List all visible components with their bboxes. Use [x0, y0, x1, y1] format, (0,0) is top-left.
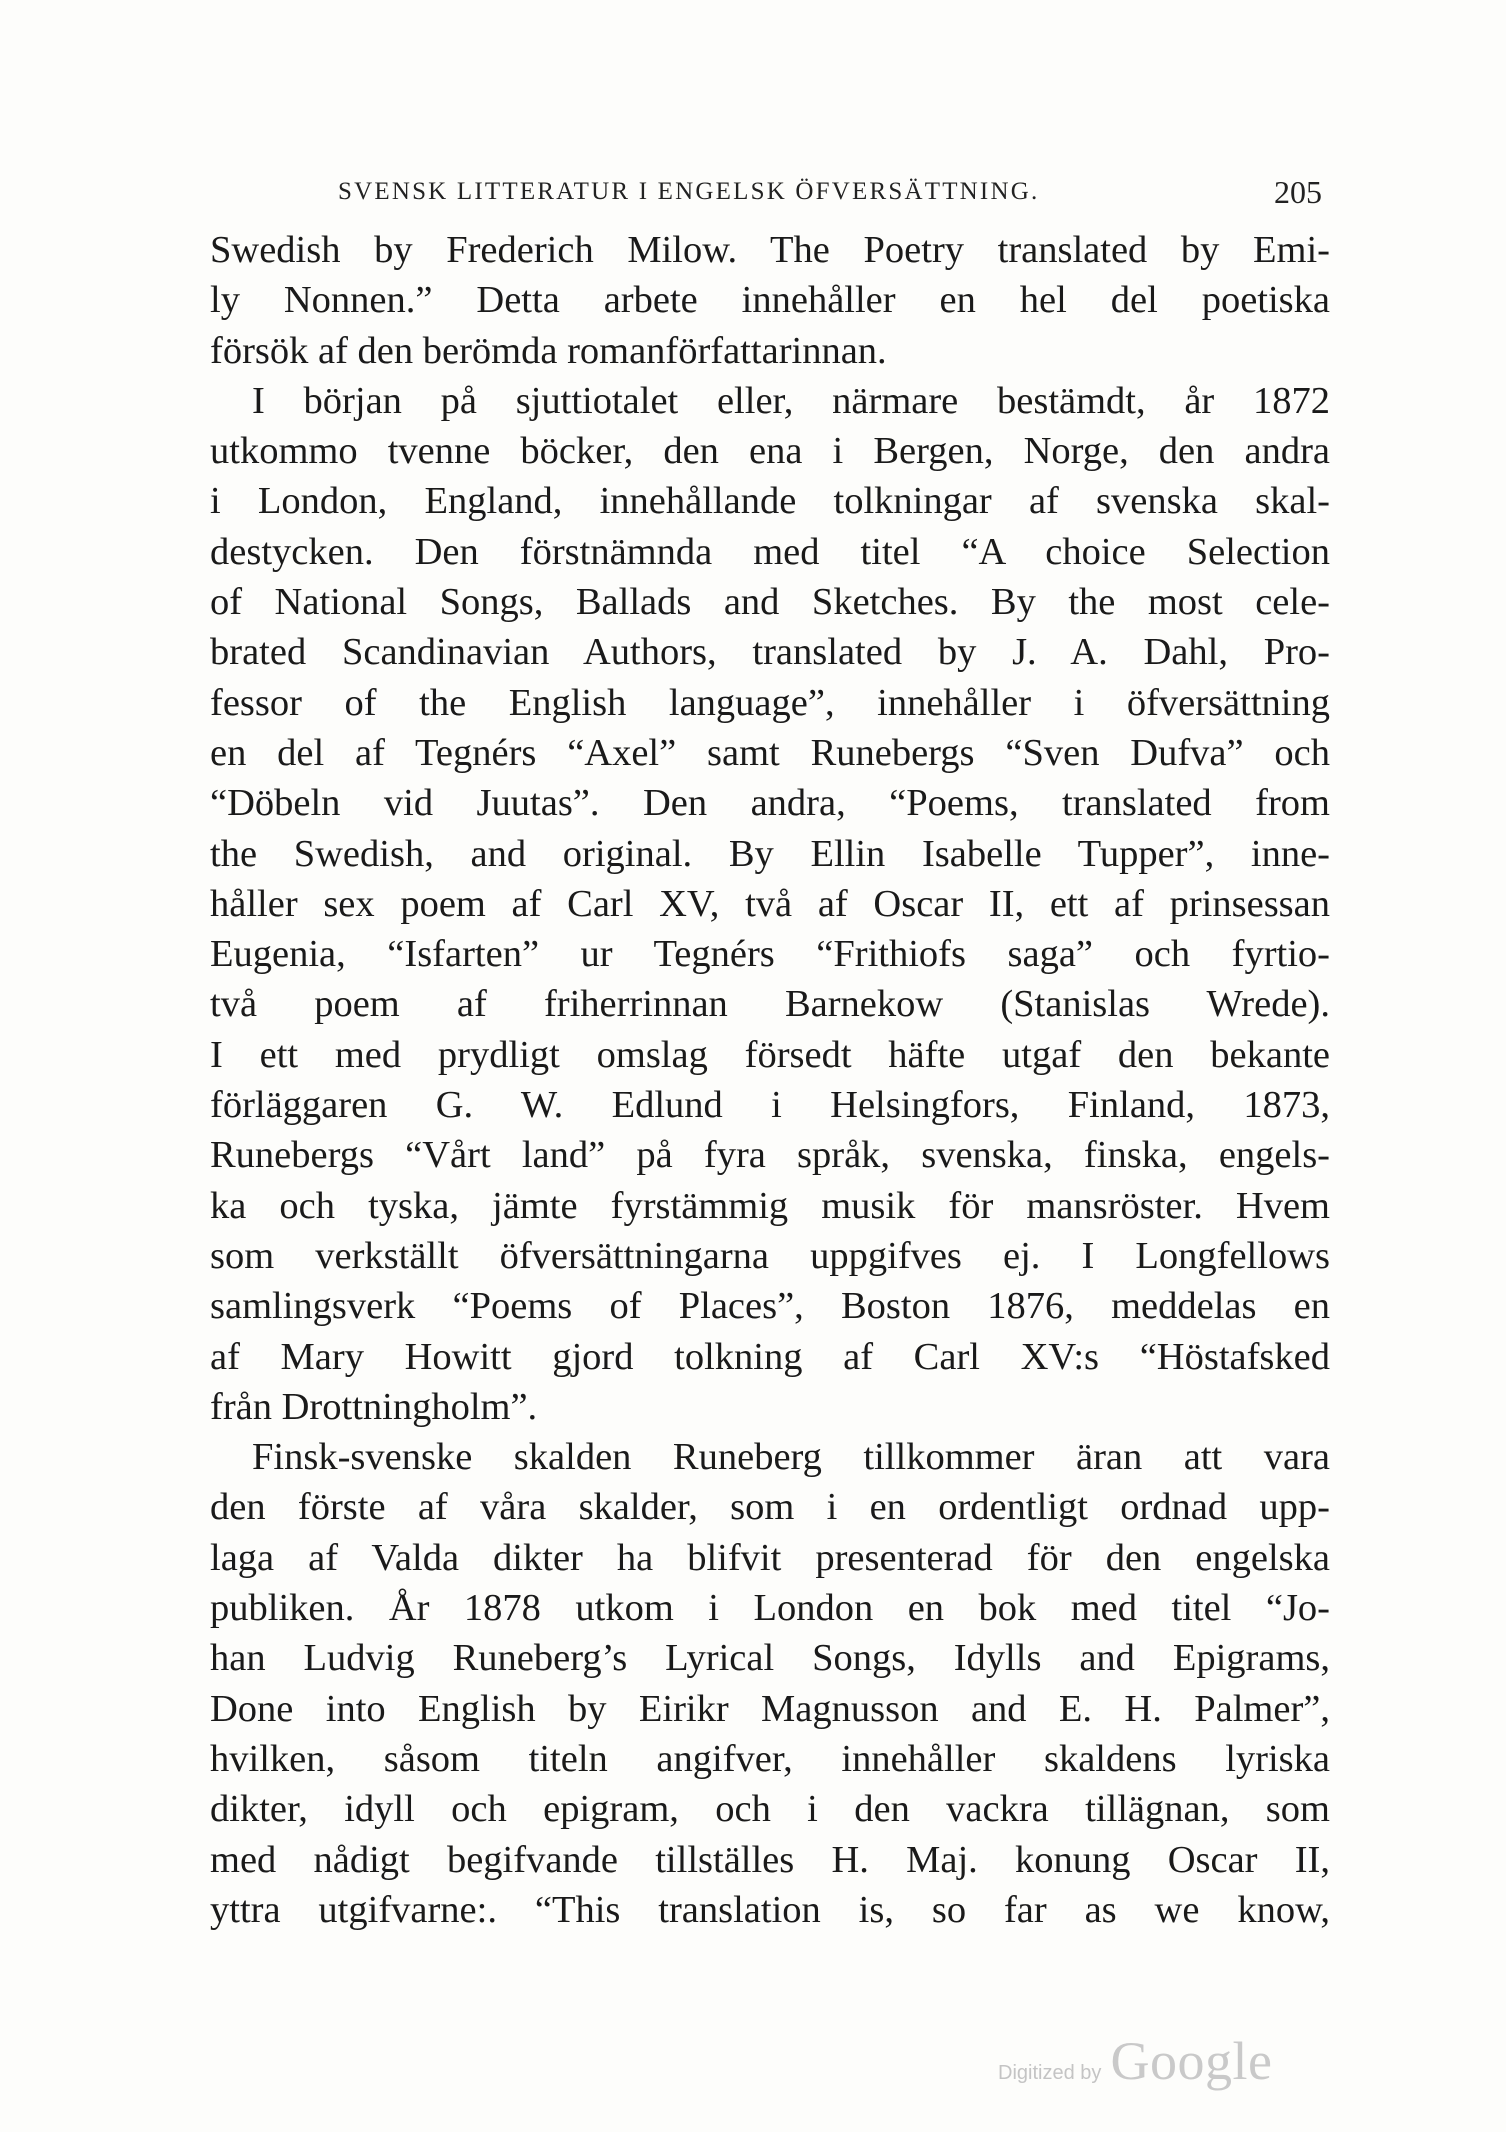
- text-line: af Mary Howitt gjord tolkning af Carl XV:s “Höstafsked: [210, 1335, 1330, 1378]
- running-title: SVENSK LITTERATUR I ENGELSK ÖFVERSÄTTNING.: [338, 178, 1040, 205]
- text-line: den förste af våra skalder, som i en ordentligt ordnad upp-: [210, 1486, 1330, 1529]
- page-number: 205: [1274, 174, 1322, 210]
- text-line: Runebergs “Vårt land” på fyra språk, svenska, finska, engels-: [210, 1134, 1330, 1177]
- text-line: “Döbeln vid Juutas”. Den andra, “Poems, translated from: [210, 782, 1330, 825]
- text-line: brated Scandinavian Authors, translated by J. A. Dahl, Pro-: [210, 631, 1330, 674]
- text-line: publiken. År 1878 utkom i London en bok med titel “Jo-: [210, 1587, 1330, 1630]
- text-line: I ett med prydligt omslag försedt häfte utgaf den bekante: [210, 1033, 1330, 1076]
- digitized-by-google-watermark: [998, 2030, 1272, 2090]
- text-line: Swedish by Frederich Milow. The Poetry translated by Emi-: [210, 229, 1330, 271]
- paragraph-start-line: I början på sjuttiotalet eller, närmare bestämdt, år 1872: [252, 379, 1330, 422]
- text-line: destycken. Den förstnämnda med titel “A choice Selection: [210, 530, 1330, 573]
- running-head: [210, 174, 1330, 218]
- text-line: i London, England, innehållande tolkningar af svenska skal-: [210, 480, 1330, 523]
- text-line: förläggaren G. W. Edlund i Helsingfors, Finland, 1873,: [210, 1084, 1330, 1127]
- paragraph-start-line: Finsk-svenske skalden Runeberg tillkommer äran att vara: [252, 1436, 1330, 1479]
- text-line: ka och tyska, jämte fyrstämmig musik för mansröster. Hvem: [210, 1184, 1330, 1227]
- text-line: ly Nonnen.” Detta arbete innehåller en hel del poetiska: [210, 279, 1330, 322]
- text-line: samlingsverk “Poems of Places”, Boston 1876, meddelas en: [210, 1285, 1330, 1328]
- text-line: med nådigt begifvande tillställes H. Maj. konung Oscar II,: [210, 1838, 1330, 1881]
- google-logo: Google: [1110, 2031, 1273, 2091]
- text-line: en del af Tegnérs “Axel” samt Runebergs “Sven Dufva” och: [210, 731, 1330, 774]
- text-line: två poem af friherrinnan Barnekow (Stanislas Wrede).: [210, 983, 1330, 1026]
- text-line: laga af Valda dikter ha blifvit presenterad för den engelska: [210, 1536, 1330, 1579]
- text-line: of National Songs, Ballads and Sketches. By the most cele-: [210, 581, 1330, 624]
- body-text: [210, 225, 1330, 1935]
- text-line: håller sex poem af Carl XV, två af Oscar II, ett af prinsessan: [210, 882, 1330, 925]
- text-line: försök af den berömda romanförfattarinnan.: [210, 329, 887, 372]
- text-line: hvilken, såsom titeln angifver, innehåller skaldens lyriska: [210, 1737, 1330, 1780]
- text-line: fessor of the English language”, innehåller i öfversättning: [210, 681, 1330, 724]
- text-line: Eugenia, “Isfarten” ur Tegnérs “Frithiofs saga” och fyrtio-: [210, 933, 1330, 976]
- watermark-prefix: Digitized by: [998, 2062, 1102, 2084]
- text-line: utkommo tvenne böcker, den ena i Bergen, Norge, den andra: [210, 430, 1330, 473]
- text-line: the Swedish, and original. By Ellin Isabelle Tupper”, inne-: [210, 832, 1330, 875]
- text-line: dikter, idyll och epigram, och i den vackra tillägnan, som: [210, 1788, 1330, 1831]
- text-line: han Ludvig Runeberg’s Lyrical Songs, Idylls and Epigrams,: [210, 1637, 1330, 1680]
- text-line: som verkställt öfversättningarna uppgifves ej. I Longfellows: [210, 1234, 1330, 1277]
- text-line: Done into English by Eirikr Magnusson and E. H. Palmer”,: [210, 1687, 1330, 1730]
- text-line: yttra utgifvarne:. “This translation is, so far as we know,: [210, 1888, 1330, 1931]
- text-line: från Drottningholm”.: [210, 1385, 538, 1428]
